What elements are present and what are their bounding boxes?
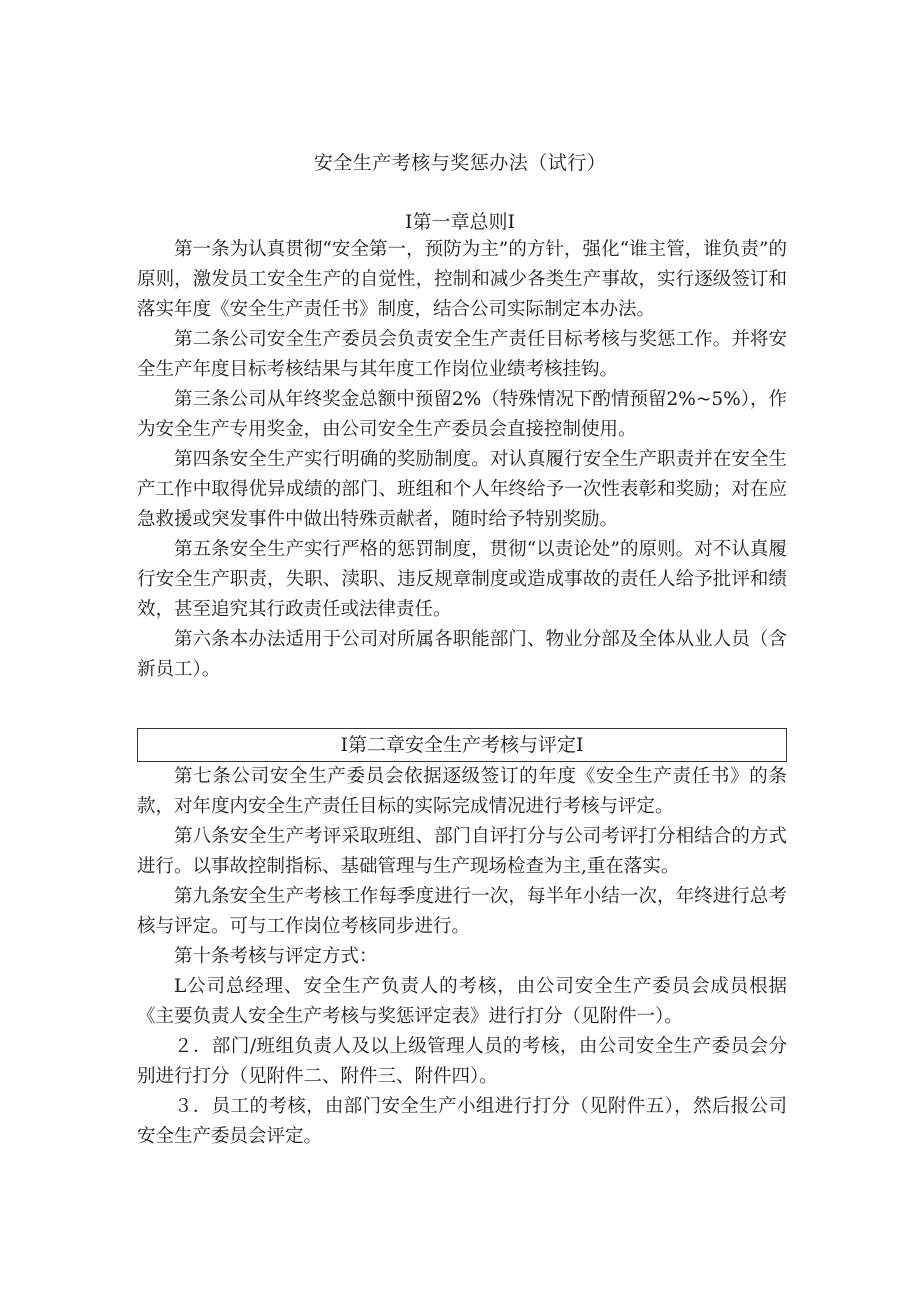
article-10-item-1: L公司总经理、安全生产负责人的考核，由公司安全生产委员会成员根据《主要负责人安全生产考核与奖惩评定表》进行打分（见附件一）。 (137, 976, 787, 1027)
article-6: 第六条本办法适用于公司对所属各职能部门、物业分部及全体从业人员（含新员工）。 (137, 629, 787, 680)
article-3: 第三条公司从年终奖金总额中预留2%（特殊情况下酌情预留2%~5%），作为安全生产专用奖金，由公司安全生产委员会直接控制使用。 (137, 389, 787, 440)
article-10-item-2: ２．部门/班组负责人及以上级管理人员的考核，由公司安全生产委员会分别进行打分（见附件二、附件三、附件四）。 (137, 1036, 787, 1087)
chapter-2-body (137, 762, 787, 1152)
article-8: 第八条安全生产考评采取班组、部门自评打分与公司考评打分相结合的方式进行。以事故控制指标、基础管理与生产现场检查为主,重在落实。 (137, 826, 787, 877)
article-10-item-3: ３．员工的考核，由部门安全生产小组进行打分（见附件五），然后报公司安全生产委员会评定。 (137, 1096, 787, 1147)
article-9: 第九条安全生产考核工作每季度进行一次，每半年小结一次，年终进行总考核与评定。可与工作岗位考核同步进行。 (137, 886, 787, 937)
chapter-1-body (137, 235, 787, 685)
chapter-2-heading: I第二章安全生产考核与评定I (137, 728, 787, 762)
article-4: 第四条安全生产实行明确的奖励制度。对认真履行安全生产职责并在安全生产工作中取得优异成绩的部门、班组和个人年终给予一次性表彰和奖励；对在应急救援或突发事件中做出特殊贡献者，随时给予特别奖励。 (137, 449, 787, 530)
page-title: 安全生产考核与奖惩办法（试行） (313, 152, 607, 174)
article-2: 第二条公司安全生产委员会负责安全生产责任目标考核与奖惩工作。并将安全生产年度目标考核结果与其年度工作岗位业绩考核挂钩。 (137, 329, 787, 380)
article-7: 第七条公司安全生产委员会依据逐级签订的年度《安全生产责任书》的条款，对年度内安全生产责任目标的实际完成情况进行考核与评定。 (137, 766, 787, 817)
chapter-1-heading: I第一章总则I (404, 211, 515, 233)
article-10: 第十条考核与评定方式： (174, 946, 378, 967)
article-5: 第五条安全生产实行严格的惩罚制度，贯彻“以责论处”的原则。对不认真履行安全生产职责，失职、渎职、违反规章制度或造成事故的责任人给予批评和绩效，甚至追究其行政责任或法律责任。 (137, 539, 787, 620)
article-1: 第一条为认真贯彻“安全第一，预防为主”的方针，强化“谁主管，谁负责”的原则，激发员工安全生产的自觉性，控制和减少各类生产事故，实行逐级签订和落实年度《安全生产责任书》制度，结合公司实际制定本办法。 (137, 239, 787, 320)
